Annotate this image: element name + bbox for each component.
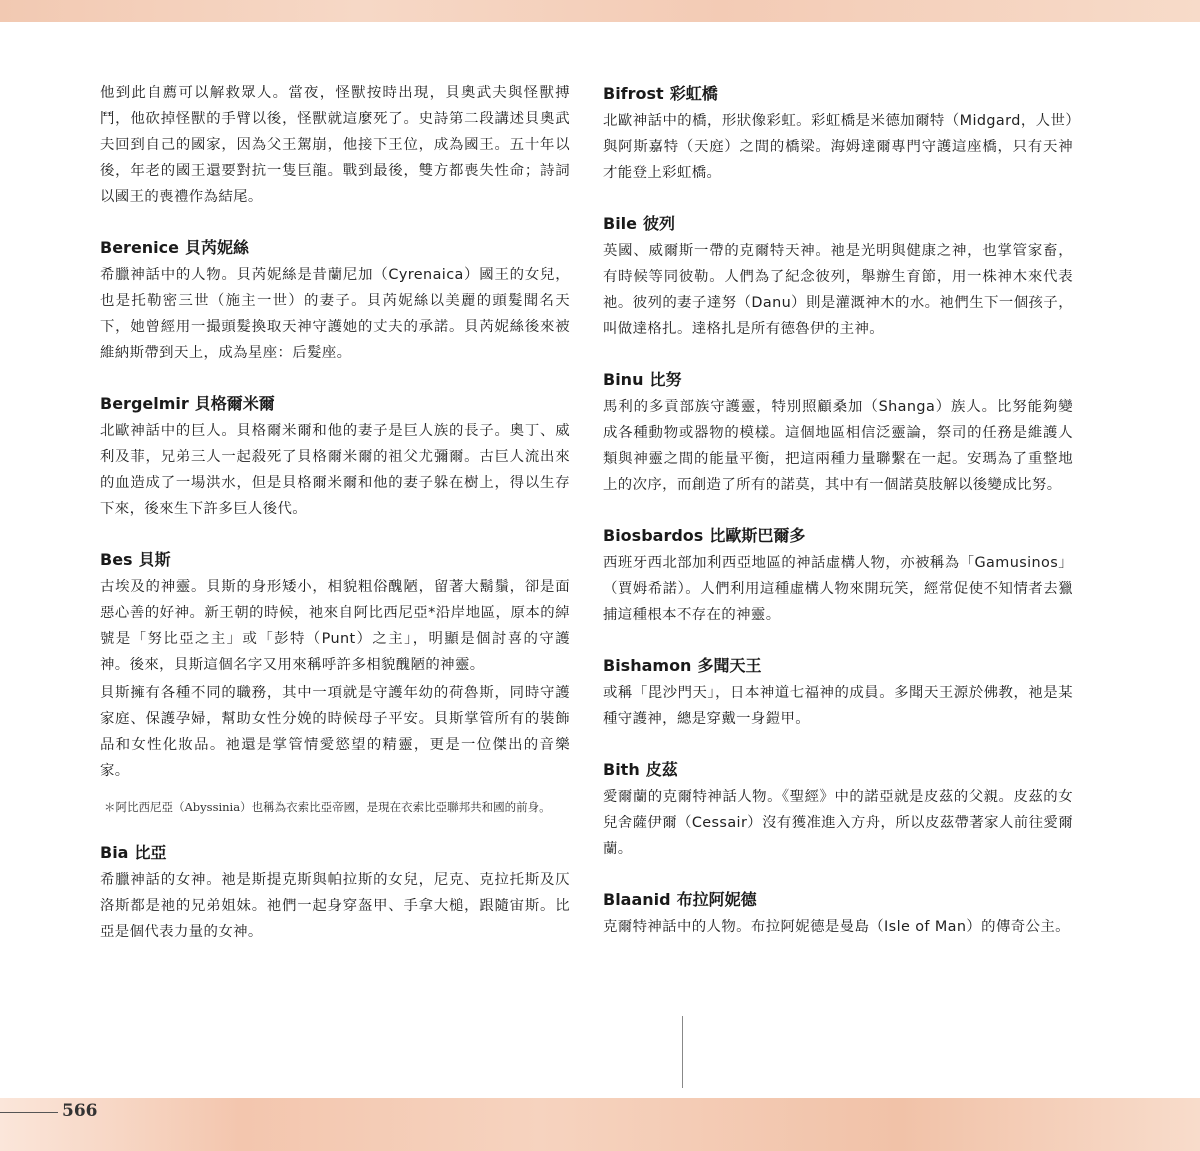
- entry-heading: Bith 皮茲: [603, 760, 678, 779]
- entry-body: 西班牙西北部加利西亞地區的神話虛構人物，亦被稱為「Gamusinos」（賈姆希諾）。人們利用這種虛構人物來開玩笑，經常促使不知情者去獵捕這種根本不存在的神靈。: [603, 555, 1073, 623]
- entry-body: 希臘神話中的人物。貝芮妮絲是昔蘭尼加（Cyrenaica）國王的女兒，也是托勒密三世（施主一世）的妻子。貝芮妮絲以美麗的頭髮聞名天下，她曾經用一撮頭髮換取天神守護她的丈夫的承諾。貝芮妮絲後來被維納斯帶到天上，成為星座：后髮座。: [100, 267, 570, 361]
- entry-bishamon: [603, 652, 1073, 732]
- entry-bith: [603, 756, 1073, 862]
- entry-bes: [100, 546, 570, 817]
- left-column: [100, 80, 570, 947]
- page-number: 566: [62, 1101, 98, 1121]
- entry-body: 希臘神話的女神。祂是斯提克斯與帕拉斯的女兒，尼克、克拉托斯及仄洛斯都是祂的兄弟姐妹。祂們一起身穿盔甲、手拿大槌，跟隨宙斯。比亞是個代表力量的女神。: [100, 872, 570, 940]
- entry-heading: Biosbardos 比歐斯巴爾多: [603, 526, 806, 545]
- entry-body: 愛爾蘭的克爾特神話人物。《聖經》中的諾亞就是皮茲的父親。皮茲的女兒舍薩伊爾（Cessair）沒有獲准進入方舟，所以皮茲帶著家人前往愛爾蘭。: [603, 789, 1073, 857]
- entry-binu: [603, 366, 1073, 498]
- entry-heading: Bergelmir 貝格爾米爾: [100, 394, 275, 413]
- entry-body: 馬利的多貢部族守護靈，特別照顧桑加（Shanga）族人。比努能夠變成各種動物或器物的模樣。這個地區相信泛靈論，祭司的任務是維護人類與神靈之間的能量平衡，把這兩種力量聯繫在一起。安瑪為了重整地上的次序，而創造了所有的諾莫，其中有一個諾莫肢解以後變成比努。: [603, 399, 1073, 493]
- entry-body: 北歐神話中的巨人。貝格爾米爾和他的妻子是巨人族的長子。奧丁、威利及菲，兄弟三人一起殺死了貝格爾米爾的祖父尤彌爾。古巨人流出來的血造成了一場洪水，但是貝格爾米爾和他的妻子躲在樹上，得以生存下來，後來生下許多巨人後代。: [100, 423, 570, 517]
- entry-bergelmir: [100, 390, 570, 522]
- entry-blaanid: [603, 886, 1073, 940]
- entry-biosbardos: [603, 522, 1073, 628]
- right-column: [603, 80, 1073, 942]
- entry-heading: Bile 彼列: [603, 214, 676, 233]
- entry-body: 克爾特神話中的人物。布拉阿妮德是曼島（Isle of Man）的傳奇公主。: [603, 919, 1070, 935]
- entry-berenice: [100, 234, 570, 366]
- entry-heading: Bes 貝斯: [100, 550, 171, 569]
- entry-body: 英國、威爾斯一帶的克爾特天神。祂是光明與健康之神，也掌管家畜，有時候等同彼勒。人們為了紀念彼列，舉辦生育節，用一株神木來代表祂。彼列的妻子達努（Danu）則是灌溉神木的水。祂們生下一個孩子，叫做達格扎。達格扎是所有德魯伊的主神。: [603, 243, 1073, 337]
- entry-bile: [603, 210, 1073, 342]
- entry-heading: Bifrost 彩虹橋: [603, 84, 718, 103]
- bottom-color-band: [0, 1098, 1200, 1151]
- entry-heading: Binu 比努: [603, 370, 682, 389]
- entry-body: 北歐神話中的橋，形狀像彩虹。彩虹橋是米德加爾特（Midgard，人世）與阿斯嘉特（天庭）之間的橋梁。海姆達爾專門守護這座橋，只有天神才能登上彩虹橋。: [603, 113, 1073, 181]
- entry-heading: Bishamon 多聞天王: [603, 656, 762, 675]
- entry-heading: Berenice 貝芮妮絲: [100, 238, 250, 257]
- entry-bia: [100, 839, 570, 945]
- footnote: ＊阿比西尼亞（Abyssinia）也稱為衣索比亞帝國，是現在衣索比亞聯邦共和國的前身。: [104, 800, 551, 814]
- top-color-band: [0, 0, 1200, 22]
- entry-body-continued: 貝斯擁有各種不同的職務，其中一項就是守護年幼的荷魯斯，同時守護家庭、保護孕婦，幫助女性分娩的時候母子平安。貝斯掌管所有的裝飾品和女性化妝品。祂還是掌管情愛慾望的精靈，更是一位傑出的音樂家。: [100, 685, 570, 779]
- entry-body: 古埃及的神靈。貝斯的身形矮小，相貌粗俗醜陋，留著大鬍鬚，卻是面惡心善的好神。新王朝的時候，祂來自阿比西尼亞*沿岸地區，原本的綽號是「努比亞之主」或「彭特（Punt）之主」，明顯是個討喜的守護神。後來，貝斯這個名字又用來稱呼許多相貌醜陋的神靈。: [100, 579, 570, 673]
- entry-heading: Bia 比亞: [100, 843, 167, 862]
- entry-bifrost: [603, 80, 1073, 186]
- page-number-rule: [0, 1112, 58, 1113]
- entry-body: 或稱「毘沙門天」，日本神道七福神的成員。多聞天王源於佛教，祂是某種守護神，總是穿戴一身鎧甲。: [603, 685, 1073, 727]
- entry-heading: Blaanid 布拉阿妮德: [603, 890, 757, 909]
- scan-stroke-mark: [682, 1016, 683, 1088]
- intro-paragraph: 他到此自薦可以解救眾人。當夜，怪獸按時出現，貝奧武夫與怪獸搏鬥，他砍掉怪獸的手臂以後，怪獸就這麼死了。史詩第二段講述貝奧武夫回到自己的國家，因為父王駕崩，他接下王位，成為國王。五十年以後，年老的國王還要對抗一隻巨龍。戰到最後，雙方都喪失性命；詩詞以國王的喪禮作為結尾。: [100, 85, 570, 205]
